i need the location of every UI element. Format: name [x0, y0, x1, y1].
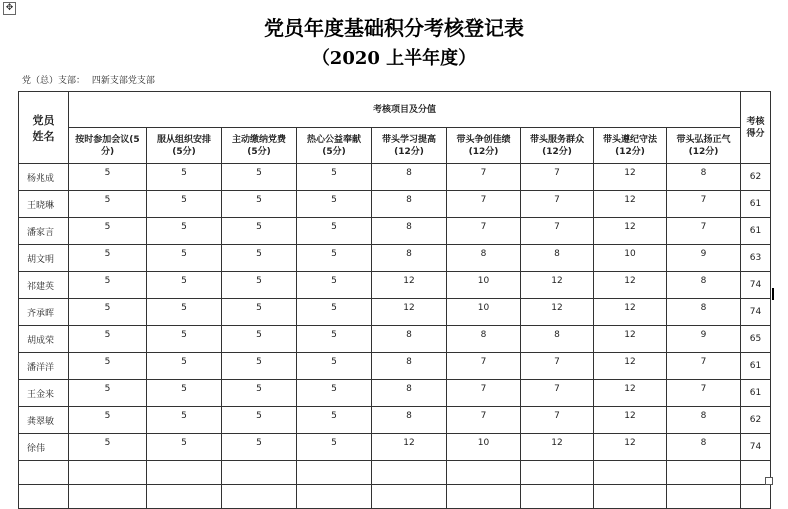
empty-cell[interactable] [667, 485, 741, 509]
score-cell[interactable]: 12 [594, 299, 667, 326]
table-row [19, 407, 771, 434]
empty-cell[interactable] [594, 461, 667, 485]
score-cell[interactable]: 5 [297, 299, 372, 326]
member-name-cell[interactable]: 龚翠敏 [19, 407, 69, 434]
table-move-handle[interactable]: ✥ [3, 2, 16, 15]
total-score-cell[interactable]: 61 [741, 353, 771, 380]
score-cell[interactable]: 5 [222, 272, 297, 299]
empty-cell[interactable] [69, 461, 147, 485]
score-cell[interactable]: 5 [147, 326, 222, 353]
score-cell[interactable]: 8 [667, 272, 741, 299]
score-cell[interactable]: 10 [447, 299, 521, 326]
score-cell[interactable]: 10 [447, 272, 521, 299]
group-header: 考核项目及分值 [69, 92, 741, 128]
score-cell[interactable]: 5 [147, 245, 222, 272]
column-header: 带头遵纪守法 (12分) [594, 128, 667, 164]
score-cell[interactable]: 8 [667, 299, 741, 326]
score-cell[interactable]: 10 [447, 434, 521, 461]
score-cell[interactable]: 5 [147, 407, 222, 434]
score-cell[interactable]: 5 [147, 380, 222, 407]
score-cell[interactable]: 5 [297, 218, 372, 245]
score-cell[interactable]: 12 [372, 272, 447, 299]
empty-table-row [19, 485, 771, 509]
empty-cell[interactable] [447, 485, 521, 509]
score-cell[interactable]: 7 [447, 407, 521, 434]
table-row [19, 353, 771, 380]
empty-table-row [19, 461, 771, 485]
score-cell[interactable]: 7 [521, 407, 594, 434]
empty-cell[interactable] [594, 485, 667, 509]
score-cell[interactable]: 7 [447, 218, 521, 245]
table-row [19, 299, 771, 326]
score-cell[interactable]: 5 [69, 326, 147, 353]
total-score-cell[interactable]: 61 [741, 380, 771, 407]
score-cell[interactable]: 7 [521, 191, 594, 218]
score-cell[interactable]: 5 [69, 218, 147, 245]
score-cell[interactable]: 8 [372, 380, 447, 407]
score-cell[interactable]: 12 [594, 353, 667, 380]
score-cell[interactable]: 8 [667, 407, 741, 434]
score-cell[interactable]: 12 [594, 407, 667, 434]
score-cell[interactable]: 8 [447, 245, 521, 272]
empty-cell[interactable] [69, 485, 147, 509]
branch-line [22, 73, 159, 86]
score-cell[interactable]: 12 [594, 218, 667, 245]
score-cell[interactable]: 12 [594, 164, 667, 191]
score-cell[interactable]: 5 [222, 434, 297, 461]
score-cell[interactable]: 8 [521, 245, 594, 272]
score-cell[interactable]: 12 [594, 380, 667, 407]
member-name-cell[interactable]: 齐承晖 [19, 299, 69, 326]
score-cell[interactable]: 5 [147, 353, 222, 380]
total-score-cell[interactable]: 61 [741, 218, 771, 245]
total-score-cell[interactable]: 74 [741, 434, 771, 461]
empty-cell[interactable] [222, 461, 297, 485]
score-cell[interactable]: 5 [147, 164, 222, 191]
name-header: 党员 姓名 [19, 92, 69, 164]
score-cell[interactable]: 8 [667, 164, 741, 191]
score-cell[interactable]: 5 [69, 434, 147, 461]
member-name-cell[interactable]: 杨兆成 [19, 164, 69, 191]
score-table [18, 91, 771, 509]
column-header: 带头学习提高 (12分) [372, 128, 447, 164]
score-cell[interactable]: 5 [297, 245, 372, 272]
score-cell[interactable]: 7 [521, 218, 594, 245]
total-score-cell[interactable]: 61 [741, 191, 771, 218]
table-row [19, 326, 771, 353]
score-cell[interactable]: 5 [297, 353, 372, 380]
score-cell[interactable]: 8 [372, 407, 447, 434]
score-cell[interactable]: 5 [147, 191, 222, 218]
score-cell[interactable]: 12 [594, 272, 667, 299]
score-cell[interactable]: 10 [594, 245, 667, 272]
score-cell[interactable]: 5 [222, 299, 297, 326]
member-name-cell[interactable]: 祁建英 [19, 272, 69, 299]
score-cell[interactable]: 5 [222, 245, 297, 272]
column-header: 热心公益奉献 (5分) [297, 128, 372, 164]
total-score-cell[interactable]: 62 [741, 164, 771, 191]
table-row [19, 164, 771, 191]
score-cell[interactable]: 5 [69, 353, 147, 380]
score-cell[interactable]: 5 [222, 164, 297, 191]
empty-cell[interactable] [19, 485, 69, 509]
score-cell[interactable]: 8 [372, 326, 447, 353]
score-cell[interactable]: 5 [222, 380, 297, 407]
total-score-cell[interactable]: 63 [741, 245, 771, 272]
score-cell[interactable]: 7 [447, 191, 521, 218]
empty-cell[interactable] [297, 461, 372, 485]
score-cell[interactable]: 8 [372, 218, 447, 245]
member-name-cell[interactable]: 潘家言 [19, 218, 69, 245]
score-cell[interactable]: 12 [594, 434, 667, 461]
score-cell[interactable]: 5 [147, 299, 222, 326]
column-header: 服从组织安排 (5分) [147, 128, 222, 164]
table-row [19, 245, 771, 272]
table-row [19, 272, 771, 299]
table-row [19, 218, 771, 245]
empty-cell[interactable] [19, 461, 69, 485]
member-name-cell[interactable]: 徐伟 [19, 434, 69, 461]
score-cell[interactable]: 9 [667, 326, 741, 353]
score-cell[interactable]: 9 [667, 245, 741, 272]
column-header: 带头争创佳绩 (12分) [447, 128, 521, 164]
score-cell[interactable]: 7 [521, 380, 594, 407]
score-cell[interactable]: 7 [447, 164, 521, 191]
score-cell[interactable]: 8 [372, 353, 447, 380]
empty-cell[interactable] [447, 461, 521, 485]
table-row [19, 380, 771, 407]
member-name-cell[interactable]: 胡文明 [19, 245, 69, 272]
score-cell[interactable]: 5 [69, 407, 147, 434]
score-cell[interactable]: 5 [69, 299, 147, 326]
score-cell[interactable]: 5 [297, 191, 372, 218]
score-cell[interactable]: 5 [69, 164, 147, 191]
score-cell[interactable]: 5 [297, 434, 372, 461]
member-name-cell[interactable]: 潘洋洋 [19, 353, 69, 380]
score-cell[interactable]: 12 [521, 272, 594, 299]
score-cell[interactable]: 7 [667, 353, 741, 380]
member-name-cell[interactable]: 王晓琳 [19, 191, 69, 218]
score-cell[interactable]: 8 [372, 245, 447, 272]
empty-cell[interactable] [667, 461, 741, 485]
table-row [19, 191, 771, 218]
row-cursor-marker [772, 288, 774, 300]
empty-cell[interactable] [372, 461, 447, 485]
score-cell[interactable]: 8 [372, 164, 447, 191]
total-score-cell[interactable]: 65 [741, 326, 771, 353]
score-cell[interactable]: 5 [297, 164, 372, 191]
score-cell[interactable]: 5 [297, 272, 372, 299]
member-name-cell[interactable]: 胡成荣 [19, 326, 69, 353]
score-cell[interactable]: 5 [69, 245, 147, 272]
score-cell[interactable]: 7 [667, 380, 741, 407]
empty-cell[interactable] [222, 485, 297, 509]
score-cell[interactable]: 8 [372, 191, 447, 218]
score-cell[interactable]: 5 [297, 407, 372, 434]
empty-cell[interactable] [297, 485, 372, 509]
score-cell[interactable]: 5 [297, 380, 372, 407]
score-cell[interactable]: 5 [147, 218, 222, 245]
score-cell[interactable]: 12 [372, 299, 447, 326]
score-cell[interactable]: 5 [222, 326, 297, 353]
score-cell[interactable]: 5 [147, 272, 222, 299]
table-row [19, 434, 771, 461]
score-cell[interactable]: 7 [521, 164, 594, 191]
total-score-cell[interactable]: 62 [741, 407, 771, 434]
score-cell[interactable]: 8 [447, 326, 521, 353]
score-cell[interactable]: 7 [521, 353, 594, 380]
score-cell[interactable]: 12 [521, 434, 594, 461]
score-cell[interactable]: 8 [667, 434, 741, 461]
column-header: 带头弘扬正气 (12分) [667, 128, 741, 164]
score-cell[interactable]: 12 [594, 326, 667, 353]
score-cell[interactable]: 7 [447, 380, 521, 407]
score-cell[interactable]: 12 [521, 299, 594, 326]
empty-cell[interactable] [521, 485, 594, 509]
column-header: 主动缴纳党费 (5分) [222, 128, 297, 164]
score-cell[interactable]: 8 [521, 326, 594, 353]
score-cell[interactable]: 5 [222, 218, 297, 245]
empty-cell[interactable] [147, 461, 222, 485]
score-cell[interactable]: 5 [69, 191, 147, 218]
score-cell[interactable]: 5 [222, 353, 297, 380]
score-cell[interactable]: 5 [222, 407, 297, 434]
member-name-cell[interactable]: 王金来 [19, 380, 69, 407]
total-score-cell[interactable]: 74 [741, 299, 771, 326]
total-header: 考核 得分 [741, 92, 771, 164]
empty-cell[interactable] [741, 485, 771, 509]
document-title: 党员年度基础积分考核登记表 [264, 16, 524, 40]
column-header: 按时参加会议(5 分) [69, 128, 147, 164]
score-cell[interactable]: 5 [69, 380, 147, 407]
total-score-cell[interactable]: 74 [741, 272, 771, 299]
branch-label: 党（总）支部： [22, 76, 86, 86]
score-cell[interactable]: 7 [667, 218, 741, 245]
empty-cell[interactable] [372, 485, 447, 509]
score-cell[interactable]: 5 [297, 326, 372, 353]
column-header: 带头服务群众 (12分) [521, 128, 594, 164]
score-cell[interactable]: 12 [594, 191, 667, 218]
branch-name: 四新支部党支部 [91, 76, 155, 86]
score-cell[interactable]: 5 [147, 434, 222, 461]
score-cell[interactable]: 5 [69, 272, 147, 299]
score-cell[interactable]: 12 [372, 434, 447, 461]
score-cell[interactable]: 5 [222, 191, 297, 218]
score-cell[interactable]: 7 [667, 191, 741, 218]
empty-cell[interactable] [147, 485, 222, 509]
document-subtitle: （2020 上半年度） [311, 48, 477, 69]
score-cell[interactable]: 7 [447, 353, 521, 380]
empty-cell[interactable] [521, 461, 594, 485]
